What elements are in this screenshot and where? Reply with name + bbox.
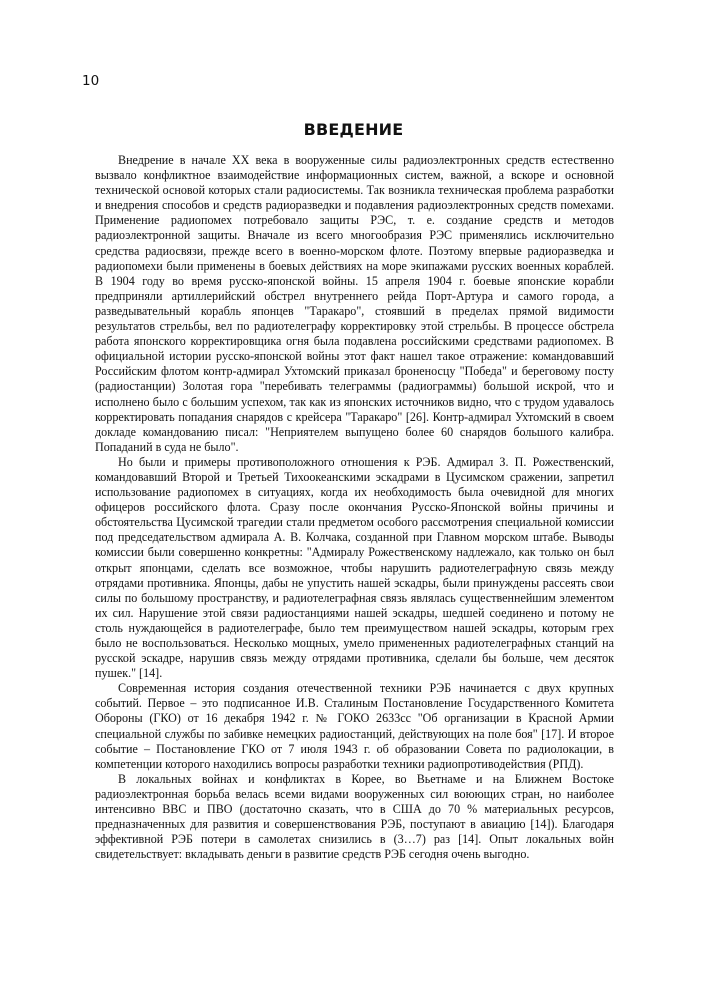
- page-number: 10: [82, 73, 100, 89]
- paragraph-2: Но были и примеры противоположного отношения к РЭБ. Адмирал З. П. Рожественский, командовавший Второй и Третьей Тихоокеанскими эскадрами в Цусимском сражении, запретил использование радиопомех в ситуациях, когда их необходимость была очевидной для многих офицеров российского флота. Сразу после окончания Русско-Японской войны причины и обстоятельства Цусимской трагедии стали предметом особого рассмотрения специальной комиссии под председательством адмирала А. В. Колчака, созданной при Главном морском штабе. Выводы комиссии были совершенно конкретны: "Адмиралу Рожественскому надлежало, как только он был открыт японцами, сделать все возможное, чтобы нарушить радиотелеграфную связь между отрядами противника. Японцы, дабы не упустить нашей эскадры, были принуждены рассеять свои силы по большому пространству, и радиотелеграфная связь являлась существеннейшим элементом их сил. Нарушение этой связи радиостанциями нашей эскадры, шедшей соединено и потому не столь нуждающейся в радиотелеграфе, было тем преимуществом нашей эскадры, которым грех было не воспользоваться. Несколько мощных, умело примененных радиотелеграфных станций на русской эскадре, нарушив связь между отрядами противника, сделали бы больше, чем десяток пушек." [14].: [95, 454, 614, 681]
- chapter-heading: ВВЕДЕНИЕ: [303, 120, 404, 139]
- paragraph-4: В локальных войнах и конфликтах в Корее, во Вьетнаме и на Ближнем Востоке радиоэлектронная борьба велась всеми видами вооруженных сил воюющих стран, но наиболее интенсивно ВВС и ПВО (достаточно сказать, что в США до 70 % материальных ресурсов, предназначенных для развития и совершенствования РЭБ, поступают в авиацию [14]). Благодаря эффективной РЭБ потери в самолетах снизились в (3…7) раз [14]. Опыт локальных войн свидетельствует: вкладывать деньги в развитие средств РЭБ сегодня очень выгодно.: [95, 771, 614, 862]
- paragraph-1: Внедрение в начале XX века в вооруженные силы радиоэлектронных средств естественно вызвало конфликтное взаимодействие информационных систем, важной, а вскоре и основной технической основой которых стали радиосистемы. Так возникла техническая проблема разработки и внедрения способов и средств радиоразведки и подавления радиоэлектронных средств помехами. Применение радиопомех потребовало защиты РЭС, т. е. создание средств и методов радиоэлектронной защиты. Вначале из всего многообразия РЭС применялись исключительно средства радиосвязи, прежде всего в военно-морском флоте. Поэтому впервые радиоразведка и радиопомехи были применены в боевых действиях на море экипажами русских военных кораблей. В 1904 году во время русско-японской войны. 15 апреля 1904 г. боевые японские корабли предприняли артиллерийский обстрел внутреннего рейда Порт-Артура и самого города, а разведывательный корабль японцев "Таракаро", стоявший в пределах прямой видимости результатов стрельбы, вел по радиотелеграфу корректировку этой стрельбы. В процессе обстрела работа японского корректировщика огня была подавлена российскими средствами радиопомех. В официальной истории русско-японской войны этот факт нашел такое отражение: командовавший Российским флотом контр-адмирал Ухтомский приказал броненосцу "Победа" и береговому посту (радиостанции) Золотая гора "перебивать телеграммы (радиограммы) большой искрой, что и исполнено было с большим успехом, так как из японских источников видно, что с трудом удавалось корректировать попадания снарядов с крейсера "Таракаро" [26]. Контр-адмирал Ухтомский в своем докладе командованию писал: "Неприятелем выпущено более 60 снарядов большого калибра. Попаданий в суда не было".: [95, 153, 614, 454]
- body-text: [95, 153, 614, 862]
- paragraph-3: Современная история создания отечественной техники РЭБ начинается с двух крупных событий. Первое – это подписанное И.В. Сталиным Постановление Государственного Комитета Обороны (ГКО) от 16 декабря 1942 г. № ГОКО 2633сс "Об организации в Красной Армии специальной службы по забивке немецких радиостанций, действующих на поле боя" [17]. И второе событие – Постановление ГКО от 7 июля 1943 г. об образовании Совета по радиолокации, в компетенции которого находились вопросы разработки техники радиопротиводействия (РПД).: [95, 681, 614, 771]
